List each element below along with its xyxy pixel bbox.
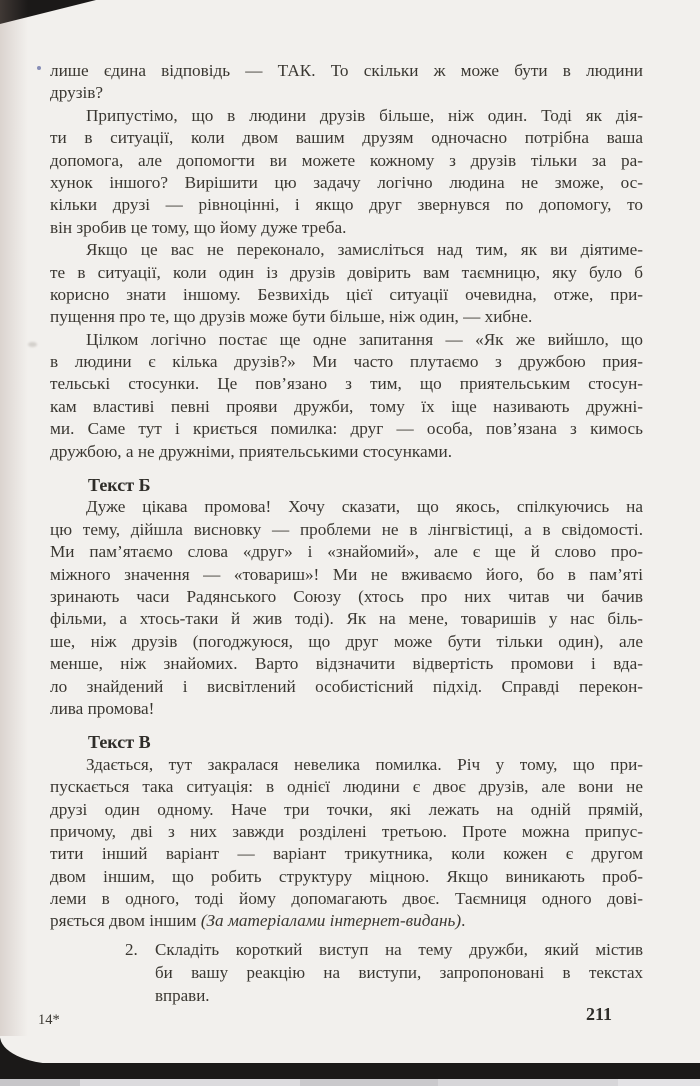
text-line: Здається, тут закралася невелика помилка. Річ у тому, що при- xyxy=(86,754,643,774)
text-line: причому, дві з них завжди розділені третьою. Проте можна припус- xyxy=(50,821,643,841)
scan-edge-band xyxy=(0,1063,700,1079)
footnote-signature-mark: 14* xyxy=(38,1012,60,1028)
text-line: би вашу реакцію на виступи, запропоновані в текстах xyxy=(155,963,643,983)
text-line: менше, ніж знайомих. Варто відзначити відвертість промови і вда- xyxy=(50,654,643,674)
text-line: ше, ніж друзів (погоджуюся, що друг може бути тільки один), але xyxy=(50,631,643,651)
text-line: друзі один одному. Наче три точки, які лежать на одній прямій, xyxy=(50,799,643,819)
paper-smudge xyxy=(28,342,37,347)
paragraph xyxy=(50,329,643,463)
text-line: ми. Саме тут і криється помилка: друг — особа, пов’язана з кимось xyxy=(50,419,643,439)
text-line: вправи. xyxy=(155,986,210,1006)
paragraph xyxy=(50,60,643,105)
section-heading: Текст Б xyxy=(88,475,151,496)
text-line: дружбою, а не дружніми, приятельськими стосунками. xyxy=(50,441,453,461)
text-line: лива промова! xyxy=(50,698,155,718)
text-line: ти в ситуації, коли двом вашим друзям одночасно потрібна ваша xyxy=(50,128,643,148)
text-run: . xyxy=(461,911,466,931)
text-line: Припустімо, що в людини друзів більше, ніж один. Тоді як дія- xyxy=(86,105,643,125)
paragraph xyxy=(50,754,643,933)
text-line: Складіть короткий виступ на тему дружби, який містив xyxy=(155,939,643,959)
exercise-item xyxy=(50,938,643,1008)
text-line: Ми пам’ятаємо слова «друг» і «знайомий», але є ще й слово про- xyxy=(50,542,643,562)
scan-corner-artifact xyxy=(0,0,96,24)
text-line: цю тему, дійшла висновку — проблеми не в лінгвістиці, а в свідомості. xyxy=(50,519,643,539)
exercise-number: 2. xyxy=(125,939,138,959)
paragraph xyxy=(50,239,643,329)
text-line: друзів? xyxy=(50,83,104,103)
text-line: в людини є кілька друзів?» Ми часто плутаємо з дружбою прия- xyxy=(50,352,643,372)
text-line: пущення про те, що друзів може бути більше, ніж один, — хибне. xyxy=(50,307,533,327)
text-line: тельські стосунки. Це пов’язано з тим, що приятельським стосун- xyxy=(50,374,643,394)
text-line: двом іншим, що робить структуру міцною. Якщо виникають проб- xyxy=(50,866,643,886)
text-line: корисно знати іншому. Безвихідь цієї ситуації очевидна, отже, при- xyxy=(50,284,643,304)
source-attribution: (За матеріалами інтернет-видань) xyxy=(200,911,462,931)
text-line: кільки друзі — рівноцінні, і якщо друг звернувся по допомогу, то xyxy=(50,195,643,215)
text-line: те в ситуації, коли один із друзів довірить вам таємницю, яку було б xyxy=(50,262,643,282)
text-column xyxy=(50,60,643,1007)
text-line: тити інший варіант — варіант трикутника, коли кожен є другом xyxy=(50,844,643,864)
text-line xyxy=(50,910,643,932)
page-number: 211 xyxy=(585,1004,612,1024)
text-line: лише єдина відповідь — ТАК. То скільки ж може бути в людини xyxy=(50,61,643,80)
text-line: кам властиві певні прояви дружби, тому їх іще називають дружні- xyxy=(50,396,643,416)
text-line: пускається така ситуація: в однієї людини є двоє друзів, але вони не xyxy=(50,777,643,797)
text-line: міжного значення — «товариш»! Ми не вживаємо його, бо в пам’яті xyxy=(50,564,643,584)
section-heading: Текст В xyxy=(88,732,151,753)
paragraph xyxy=(50,496,643,720)
text-run: ряється двом іншим xyxy=(50,911,201,931)
text-line: зринають часи Радянського Союзу (хтось про них читав чи бачив xyxy=(50,586,643,606)
ink-speck xyxy=(37,66,41,70)
text-line: допомога, але допомогти ви можете кожному з друзів тільки за ра- xyxy=(50,150,643,170)
text-line: Цілком логічно постає ще одне запитання — «Як же вийшло, що xyxy=(86,329,643,349)
text-line: ло знайдений і висвітлений особистісний підхід. Справді перекон- xyxy=(50,676,643,696)
page-gutter-shadow xyxy=(0,0,28,1086)
text-line: він зробив це тому, що йому дуже треба. xyxy=(50,217,347,237)
text-line: хунок іншого? Вирішити цю задачу логічно людина не зможе, ос- xyxy=(50,172,643,192)
paragraph xyxy=(50,105,643,239)
text-line: Дуже цікава промова! Хочу сказати, що якось, спілкуючись на xyxy=(86,497,643,517)
scan-background-strip xyxy=(0,1079,700,1086)
text-line: Якщо це вас не переконало, замисліться над тим, як ви діятиме- xyxy=(86,240,643,260)
text-line: фільми, а хтось-таки й жив тоді). Як на мене, товаришів у нас біль- xyxy=(50,609,643,629)
text-line: леми в одного, тоді йому допомагають двоє. Таємниця одного дові- xyxy=(50,889,643,909)
